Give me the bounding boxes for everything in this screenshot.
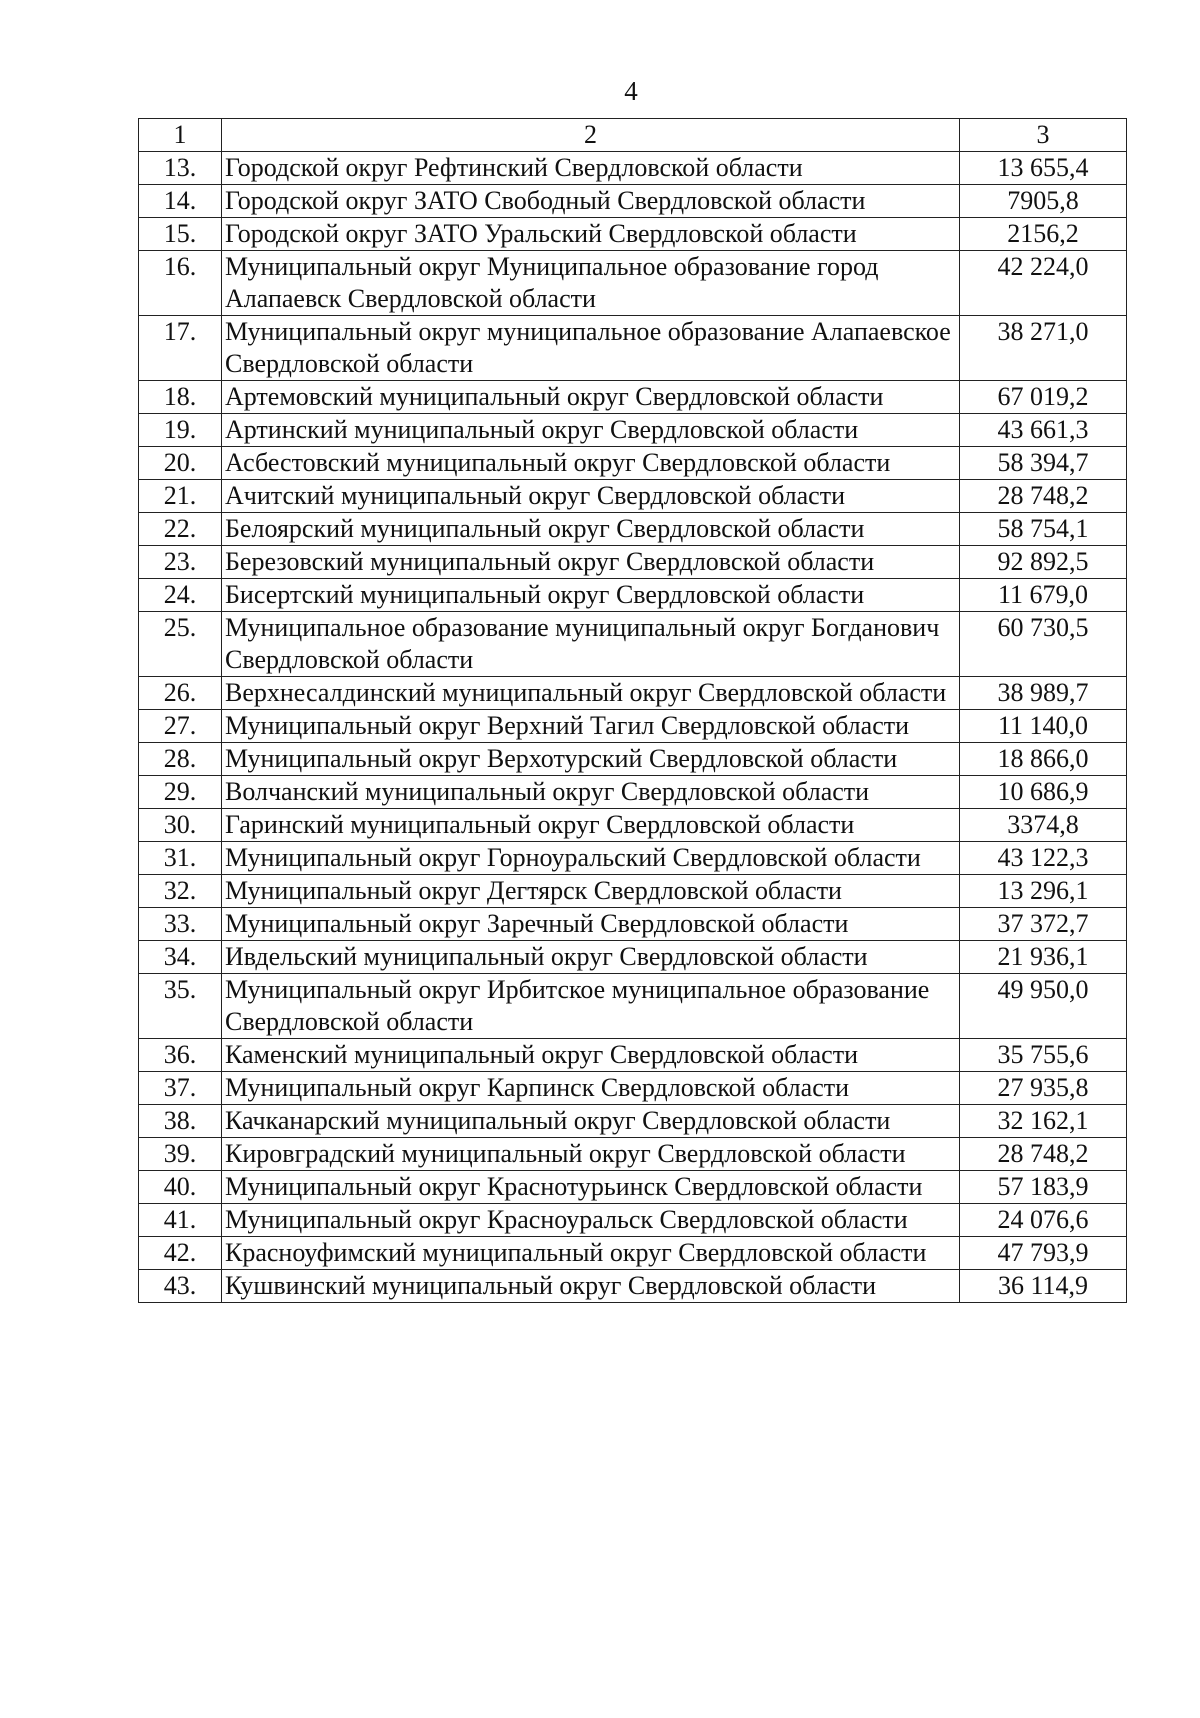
row-number: 20.	[139, 447, 222, 480]
municipality-name: Муниципальный округ Заречный Свердловской области	[222, 908, 960, 941]
municipality-name: Асбестовский муниципальный округ Свердловской области	[222, 447, 960, 480]
amount-value: 2156,2	[960, 218, 1127, 251]
amount-value: 42 224,0	[960, 251, 1127, 316]
row-number: 24.	[139, 579, 222, 612]
amount-value: 28 748,2	[960, 480, 1127, 513]
municipality-name: Муниципальный округ Красноуральск Свердловской области	[222, 1204, 960, 1237]
municipality-name: Красноуфимский муниципальный округ Свердловской области	[222, 1237, 960, 1270]
municipality-name: Городской округ ЗАТО Уральский Свердловской области	[222, 218, 960, 251]
row-number: 18.	[139, 381, 222, 414]
row-number: 15.	[139, 218, 222, 251]
table-row	[139, 1237, 1127, 1270]
amount-value: 37 372,7	[960, 908, 1127, 941]
amount-value: 32 162,1	[960, 1105, 1127, 1138]
header-col-1: 1	[139, 119, 222, 152]
table-row	[139, 1138, 1127, 1171]
header-col-2: 2	[222, 119, 960, 152]
amount-value: 47 793,9	[960, 1237, 1127, 1270]
table-row	[139, 1105, 1127, 1138]
row-number: 27.	[139, 710, 222, 743]
amount-value: 57 183,9	[960, 1171, 1127, 1204]
table-row	[139, 381, 1127, 414]
row-number: 17.	[139, 316, 222, 381]
amount-value: 11 140,0	[960, 710, 1127, 743]
table-row	[139, 1270, 1127, 1303]
table-row	[139, 1072, 1127, 1105]
table-header	[139, 119, 1127, 152]
row-number: 42.	[139, 1237, 222, 1270]
row-number: 33.	[139, 908, 222, 941]
row-number: 28.	[139, 743, 222, 776]
table-row	[139, 480, 1127, 513]
row-number: 30.	[139, 809, 222, 842]
municipality-name: Муниципальный округ Верхотурский Свердловской области	[222, 743, 960, 776]
municipality-name: Муниципальный округ Горноуральский Свердловской области	[222, 842, 960, 875]
row-number: 25.	[139, 612, 222, 677]
row-number: 41.	[139, 1204, 222, 1237]
municipality-name: Артинский муниципальный округ Свердловской области	[222, 414, 960, 447]
row-number: 43.	[139, 1270, 222, 1303]
amount-value: 43 661,3	[960, 414, 1127, 447]
municipality-name: Березовский муниципальный округ Свердловской области	[222, 546, 960, 579]
municipality-name: Ачитский муниципальный округ Свердловской области	[222, 480, 960, 513]
table-body	[139, 152, 1127, 1303]
municipality-name: Ивдельский муниципальный округ Свердловской области	[222, 941, 960, 974]
amount-value: 13 655,4	[960, 152, 1127, 185]
row-number: 26.	[139, 677, 222, 710]
municipality-name: Муниципальный округ Карпинск Свердловской области	[222, 1072, 960, 1105]
amount-value: 38 271,0	[960, 316, 1127, 381]
table-row	[139, 579, 1127, 612]
table-row	[139, 809, 1127, 842]
amount-value: 7905,8	[960, 185, 1127, 218]
municipality-name: Артемовский муниципальный округ Свердловской области	[222, 381, 960, 414]
municipality-name: Бисертский муниципальный округ Свердловской области	[222, 579, 960, 612]
row-number: 36.	[139, 1039, 222, 1072]
amount-value: 18 866,0	[960, 743, 1127, 776]
header-col-3: 3	[960, 119, 1127, 152]
table-row	[139, 251, 1127, 316]
municipality-name: Каменский муниципальный округ Свердловской области	[222, 1039, 960, 1072]
row-number: 37.	[139, 1072, 222, 1105]
amount-value: 38 989,7	[960, 677, 1127, 710]
table-row	[139, 842, 1127, 875]
amount-value: 10 686,9	[960, 776, 1127, 809]
row-number: 39.	[139, 1138, 222, 1171]
municipality-name: Качканарский муниципальный округ Свердловской области	[222, 1105, 960, 1138]
table-row	[139, 513, 1127, 546]
amount-value: 49 950,0	[960, 974, 1127, 1039]
municipality-name: Муниципальный округ Муниципальное образование город Алапаевск Свердловской области	[222, 251, 960, 316]
municipality-name: Кировградский муниципальный округ Свердловской области	[222, 1138, 960, 1171]
row-number: 38.	[139, 1105, 222, 1138]
municipality-name: Муниципальный округ Дегтярск Свердловской области	[222, 875, 960, 908]
row-number: 32.	[139, 875, 222, 908]
table-row	[139, 974, 1127, 1039]
table-row	[139, 677, 1127, 710]
municipality-name: Верхнесалдинский муниципальный округ Свердловской области	[222, 677, 960, 710]
municipality-name: Белоярский муниципальный округ Свердловской области	[222, 513, 960, 546]
municipality-name: Кушвинский муниципальный округ Свердловской области	[222, 1270, 960, 1303]
amount-value: 58 394,7	[960, 447, 1127, 480]
table-row	[139, 1204, 1127, 1237]
page-number: 4	[624, 76, 638, 106]
amount-value: 67 019,2	[960, 381, 1127, 414]
table-row	[139, 414, 1127, 447]
table-row	[139, 1171, 1127, 1204]
table-row	[139, 316, 1127, 381]
row-number: 22.	[139, 513, 222, 546]
row-number: 16.	[139, 251, 222, 316]
table-row	[139, 185, 1127, 218]
municipality-name: Муниципальный округ Краснотурьинск Свердловской области	[222, 1171, 960, 1204]
table-row	[139, 743, 1127, 776]
table-row	[139, 941, 1127, 974]
municipality-name: Муниципальный округ муниципальное образование Алапаевское Свердловской области	[222, 316, 960, 381]
amount-value: 28 748,2	[960, 1138, 1127, 1171]
table-row	[139, 908, 1127, 941]
row-number: 29.	[139, 776, 222, 809]
amount-value: 35 755,6	[960, 1039, 1127, 1072]
table-row	[139, 776, 1127, 809]
amount-value: 60 730,5	[960, 612, 1127, 677]
municipality-name: Волчанский муниципальный округ Свердловской области	[222, 776, 960, 809]
row-number: 23.	[139, 546, 222, 579]
amount-value: 21 936,1	[960, 941, 1127, 974]
table-row	[139, 546, 1127, 579]
data-table	[138, 118, 1127, 1303]
row-number: 19.	[139, 414, 222, 447]
municipality-name: Муниципальный округ Верхний Тагил Свердловской области	[222, 710, 960, 743]
table-row	[139, 152, 1127, 185]
amount-value: 43 122,3	[960, 842, 1127, 875]
amount-value: 27 935,8	[960, 1072, 1127, 1105]
amount-value: 58 754,1	[960, 513, 1127, 546]
amount-value: 36 114,9	[960, 1270, 1127, 1303]
amount-value: 11 679,0	[960, 579, 1127, 612]
row-number: 31.	[139, 842, 222, 875]
row-number: 14.	[139, 185, 222, 218]
amount-value: 24 076,6	[960, 1204, 1127, 1237]
table-row	[139, 710, 1127, 743]
table-row	[139, 447, 1127, 480]
amount-value: 3374,8	[960, 809, 1127, 842]
table-row	[139, 218, 1127, 251]
row-number: 40.	[139, 1171, 222, 1204]
row-number: 21.	[139, 480, 222, 513]
row-number: 35.	[139, 974, 222, 1039]
municipality-name: Городской округ ЗАТО Свободный Свердловской области	[222, 185, 960, 218]
amount-value: 92 892,5	[960, 546, 1127, 579]
table-row	[139, 875, 1127, 908]
row-number: 34.	[139, 941, 222, 974]
municipality-name: Гаринский муниципальный округ Свердловской области	[222, 809, 960, 842]
table-row	[139, 1039, 1127, 1072]
municipality-name: Городской округ Рефтинский Свердловской области	[222, 152, 960, 185]
municipality-name: Муниципальный округ Ирбитское муниципальное образование Свердловской области	[222, 974, 960, 1039]
row-number: 13.	[139, 152, 222, 185]
header-row	[139, 119, 1127, 152]
amount-value: 13 296,1	[960, 875, 1127, 908]
municipality-name: Муниципальное образование муниципальный округ Богданович Свердловской области	[222, 612, 960, 677]
table-row	[139, 612, 1127, 677]
